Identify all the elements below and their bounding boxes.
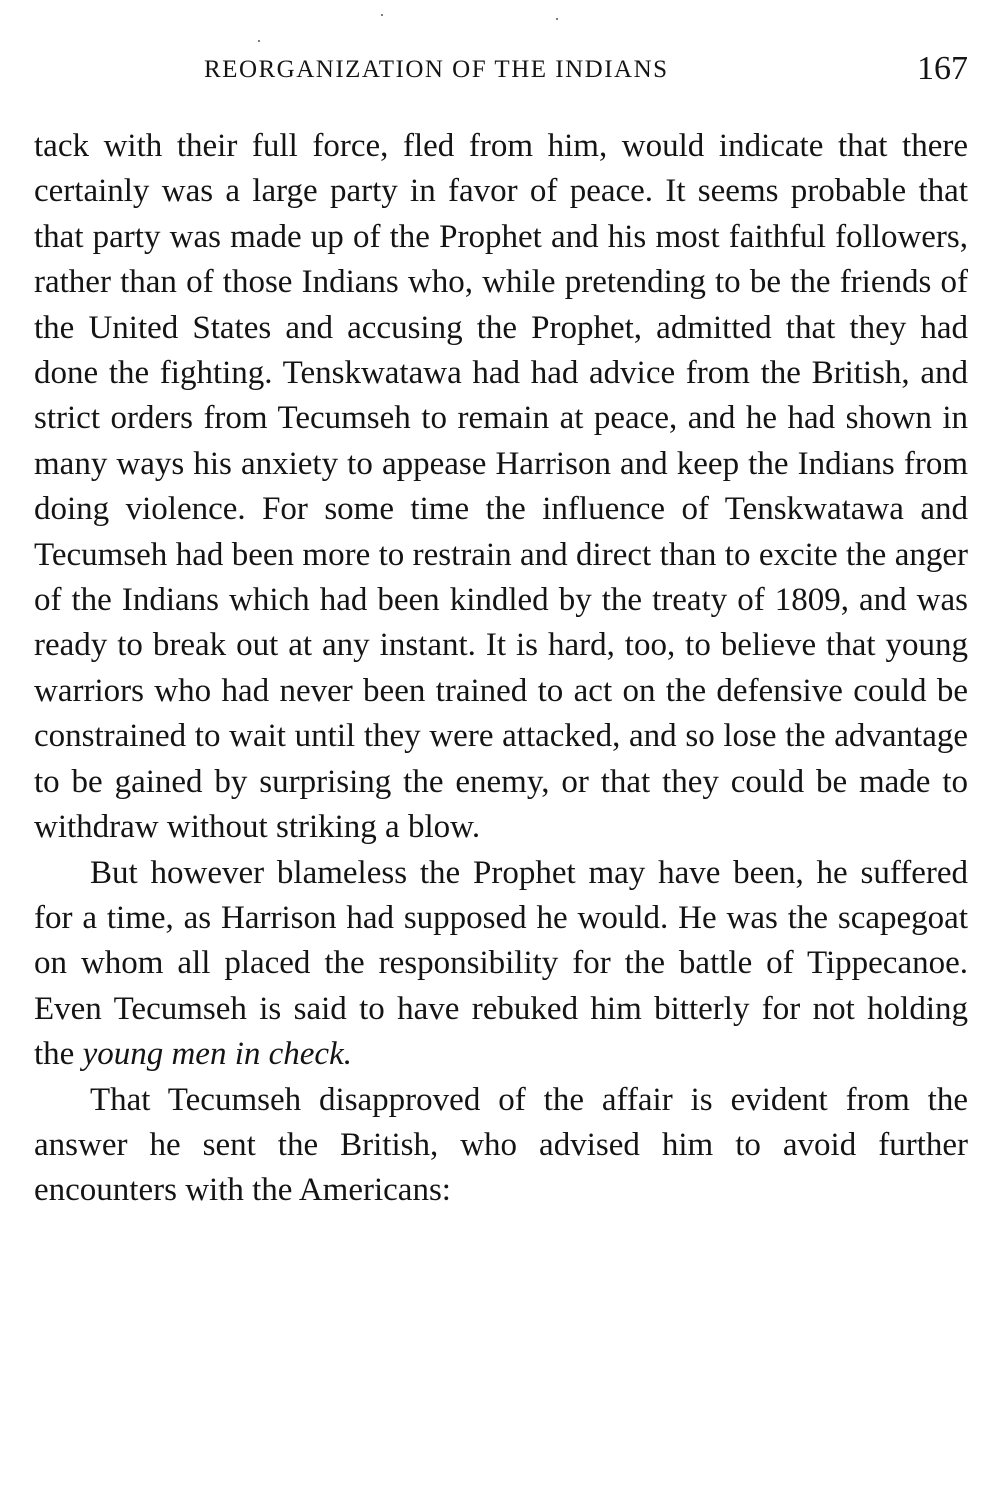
paragraph-2	[34, 851, 968, 1078]
running-head	[34, 50, 968, 100]
paragraph-3: That Tecumseh disapproved of the affair is evident from the answer he sent the British, who advised him to avoid further encounters with the Americans:	[34, 1081, 968, 1209]
print-speck	[556, 18, 558, 20]
paragraph-2-text: But however blameless the Prophet may have been, he suffered for a time, as Harrison had supposed he would. He was the scapegoat on whom all placed the responsibility for the battle of Tippecanoe. Even Tecumseh is said to have rebuked him bitterly for not holding the	[34, 854, 968, 1073]
body-text	[34, 124, 968, 1214]
print-speck	[381, 14, 383, 16]
print-speck	[258, 40, 260, 42]
running-title: REORGANIZATION OF THE INDIANS	[204, 56, 669, 83]
page-number: 167	[917, 50, 968, 87]
paragraph-2-italic-text: young men in check.	[82, 1036, 352, 1073]
paragraph-1: tack with their full force, fled from him, would indicate that there certainly was a large party in favor of peace. It seems probable that that party was made up of the Prophet and his most faithful followers, rather than of those Indians who, while pretending to be the friends of the United States and accusing the Prophet, admitted that they had done the fighting. Tenskwatawa had had advice from the British, and strict orders from Tecumseh to remain at peace, and he had shown in many ways his anxiety to appease Harrison and keep the Indians from doing violence. For some time the influence of Tenskwatawa and Tecumseh had been more to restrain and direct than to excite the anger of the Indians which had been kindled by the treaty of 1809, and was ready to break out at any instant. It is hard, too, to believe that young warriors who had never been trained to act on the defensive could be constrained to wait until they were attacked, and so lose the advantage to be gained by surprising the enemy, or that they could be made to withdraw without striking a blow.	[34, 128, 968, 846]
